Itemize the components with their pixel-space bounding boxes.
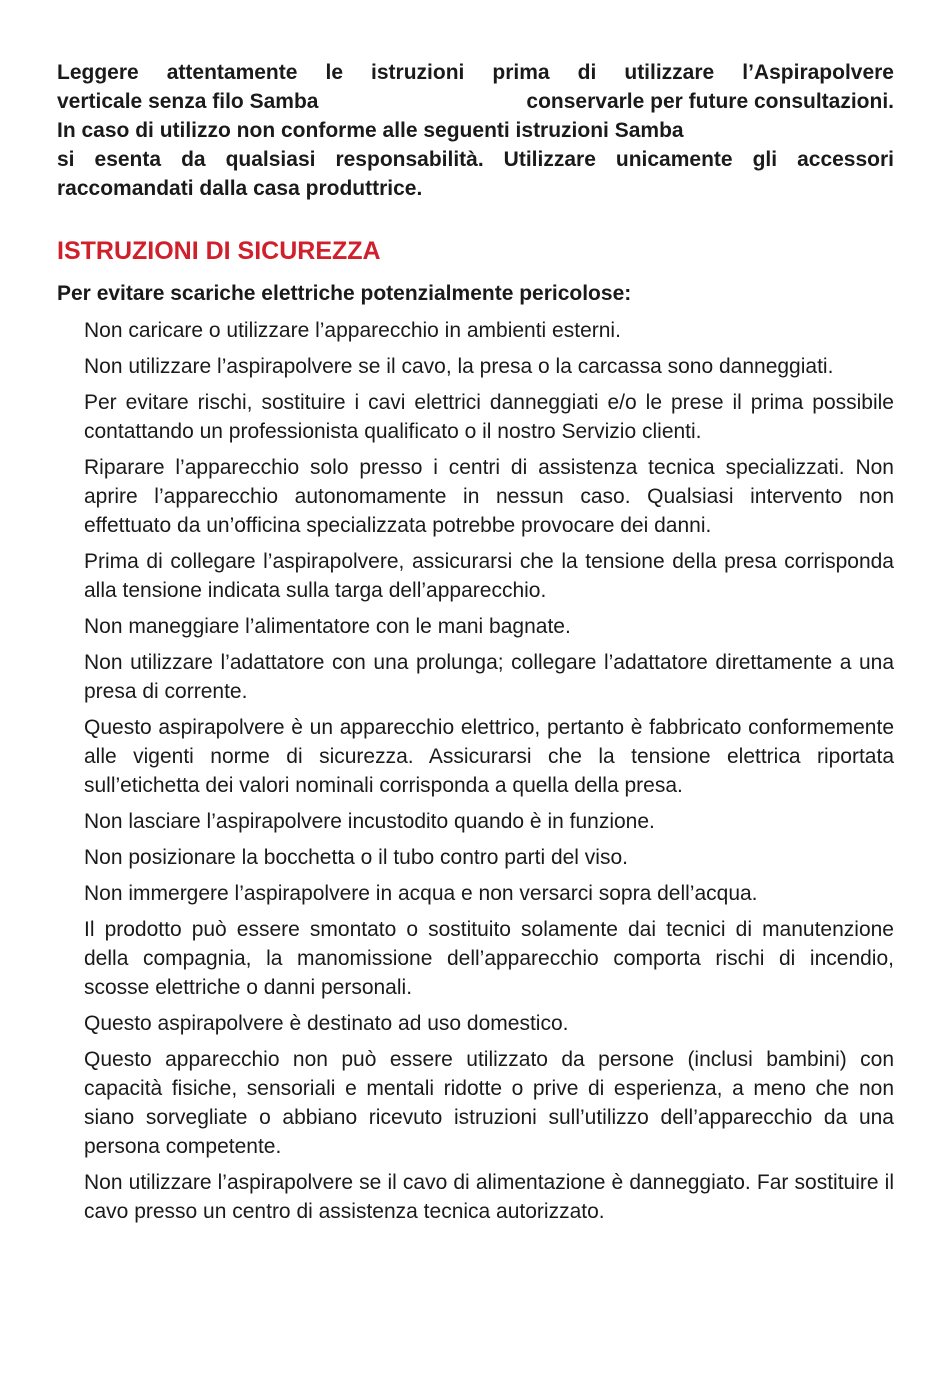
safety-item: Il prodotto può essere smontato o sostituito solamente dai tecnici di manutenzione della compagnia, la manomissione dell’apparecchio comporta rischi di incendio, scosse elettriche o danni personali. [84,918,894,999]
safety-item: Questo aspirapolvere è un apparecchio elettrico, pertanto è fabbricato conformemente alle vigenti norme di sicurezza. Assicurarsi che la tensione elettrica riportata sull’etichetta dei valori nominali corrisponda a quella della presa. [84,716,894,797]
safety-item: Non posizionare la bocchetta o il tubo contro parti del viso. [84,846,628,869]
safety-instructions-list [57,316,894,1226]
safety-item: Non maneggiare l’alimentatore con le mani bagnate. [84,615,571,638]
safety-item: Riparare l’apparecchio solo presso i centri di assistenza tecnica specializzati. Non aprire l’apparecchio autonomamente in nessun caso. Qualsiasi intervento non effettuato da un’officina specializzata potrebbe provocare dei danni. [84,456,894,537]
safety-item: Non lasciare l’aspirapolvere incustodito quando è in funzione. [84,810,655,833]
intro-paragraph [57,58,894,203]
safety-item: Non utilizzare l’aspirapolvere se il cavo di alimentazione è danneggiato. Far sostituire il cavo presso un centro di assistenza tecnica autorizzato. [84,1171,894,1223]
document-page [57,58,894,1233]
intro-line-5: raccomandati dalla casa produttrice. [57,177,423,200]
safety-item: Non immergere l’aspirapolvere in acqua e non versarci sopra dell’acqua. [84,882,758,905]
safety-item: Per evitare rischi, sostituire i cavi elettrici danneggiati e/o le prese il prima possibile contattando un professionista qualificato o il nostro Servizio clienti. [84,391,894,443]
intro-line-2 [57,87,894,116]
safety-item: Non utilizzare l’adattatore con una prolunga; collegare l’adattatore direttamente a una presa di corrente. [84,651,894,703]
safety-item: Questo apparecchio non può essere utilizzato da persone (inclusi bambini) con capacità fisiche, sensoriali e mentali ridotte o prive di esperienza, a meno che non siano sorvegliate o abbiano ricevuto istruzioni sull’utilizzo dell’apparecchio da una persona competente. [84,1048,894,1158]
intro-line-2-gap [352,87,492,116]
safety-item: Non utilizzare l’aspirapolvere se il cavo, la presa o la carcassa sono danneggiati. [84,355,834,378]
safety-item: Non caricare o utilizzare l’apparecchio in ambienti esterni. [84,319,621,342]
intro-line-2-start: verticale senza filo Samba [57,90,319,113]
intro-line-3: In caso di utilizzo non conforme alle seguenti istruzioni Samba [57,119,684,142]
intro-line-2-end: conservarle per future consultazioni. [526,90,894,113]
intro-line-1: Leggere attentamente le istruzioni prima di utilizzare l’Aspirapolvere [57,61,894,84]
safety-item: Questo aspirapolvere è destinato ad uso domestico. [84,1012,569,1035]
section-title: ISTRUZIONI DI SICUREZZA [57,237,381,265]
intro-line-4: si esenta da qualsiasi responsabilità. Utilizzare unicamente gli accessori [57,148,894,171]
safety-item: Prima di collegare l’aspirapolvere, assicurarsi che la tensione della presa corrisponda alla tensione indicata sulla targa dell’apparecchio. [84,550,894,602]
section-subheading: Per evitare scariche elettriche potenzialmente pericolose: [57,282,632,305]
